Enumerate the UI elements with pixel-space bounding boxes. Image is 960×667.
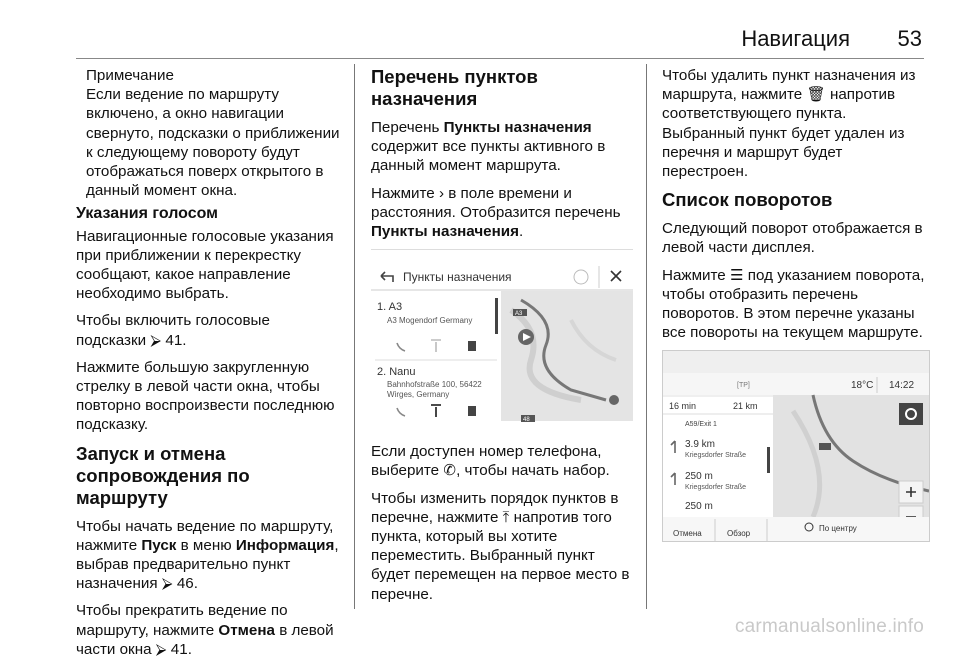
screen-title: Пункты назначения [403,270,512,285]
temperature: 18°C [851,380,874,392]
turn-street[interactable]: Kriegsdorfer Straße [685,484,747,492]
road-label: 48 [523,417,530,424]
note-text: Если ведение по маршруту включено, а окно навигации свернуто, подсказки о приближении к следующему повороту будут отображаться поверх открытого в данный момент окна. [86,86,340,200]
center-button[interactable]: По центру [819,524,857,534]
turn-list-screenshot [662,350,930,542]
remove-paragraph: Чтобы удалить пункт назначения из маршрута, нажмите 🗑 напротив соответствующего пункта. Выбранный пункт будет удален из перечня и маршрут будет перестроен. [662,67,916,181]
launch-paragraph-1: Чтобы начать ведение по маршруту, нажмите Пуск в меню Информация, выбрав предварительно пункт назначения ⮚ 46. [76,517,339,593]
dest-2-address-2: Wirges, Germany [387,390,450,400]
dest-1-name[interactable]: 1. A3 [377,301,403,314]
trip-duration: 16 min [669,401,697,412]
turn-list-paragraph-1: Следующий поворот отображается в левой части дисплея. [662,220,923,257]
page-ref[interactable]: 41. [165,331,187,349]
list-scrollbar[interactable] [767,447,770,473]
page-number: 53 [897,26,922,51]
trip-distance[interactable]: 21 km [733,401,758,412]
section-title: Навигация [741,26,850,51]
dest-2-name[interactable]: 2. Nanu [377,366,416,379]
turn-distance: 250 m [685,471,713,483]
settings-button[interactable] [899,403,923,425]
turn-distance: 3.9 km [685,439,716,451]
turn-list-heading: Список поворотов [662,189,833,211]
chevron-right-icon: › [438,184,445,202]
clock: 14:22 [889,380,915,392]
page-ref-icon: ⮚ [150,331,162,349]
destinations-paragraph-2: Нажмите › в поле времени и расстояния. Отобразится перечень Пункты назначения. [371,184,621,241]
column-divider-2 [646,64,647,609]
page-ref[interactable]: 41. [170,640,192,658]
turn-distance: 250 m [685,501,713,513]
dest-1-address: A3 Mogendorf Germany [387,316,473,326]
destinations-paragraph-4: Чтобы изменить порядок пунктов в перечне, нажмите ⤒ напротив того пункта, который вы хотите переместить. Выбранный пункт будет перемещен на первое место в перечне. [371,489,630,603]
header-divider [76,58,924,59]
page-ref[interactable]: 46. [176,575,198,593]
column-3 [662,66,928,552]
note-label: Примечание [86,67,174,84]
note-box [76,66,340,200]
destinations-screen-svg [371,250,633,432]
destinations-screenshot [371,249,633,432]
voice-paragraph-3: Нажмите большую закругленную стрелку в левой части окна, чтобы повторно воспроизвести последнюю подсказку. [76,358,335,434]
list-icon: ☰ [729,266,744,284]
turn-street[interactable]: Kriegsdorfer Straße [685,452,747,460]
cancel-button[interactable]: Отмена [673,529,702,539]
voice-paragraph-2: Чтобы включить голосовые подсказки ⮚ 41. [76,312,270,349]
page-ref-icon: ⮚ [155,640,167,658]
trash-icon: 🗑 [806,86,826,104]
list-scrollbar[interactable] [495,298,498,334]
turn-list-paragraph-2: Нажмите ☰ под указанием поворота, чтобы отобразить перечень поворотов. В этом перечне указаны все повороты на текущем маршруте. [662,266,925,342]
tp-indicator: [TP] [737,382,750,390]
column-1 [76,66,340,667]
road-label: A3 [515,311,523,318]
dest-2-address-1: Bahnhofstraße 100, 56422 [387,380,482,390]
destinations-paragraph-3: Если доступен номер телефона, выберите ✆, чтобы начать набор. [371,443,610,480]
launch-paragraph-2: Чтобы прекратить ведение по маршруту, нажмите Отмена в левой части окна ⮚ 41. [76,602,334,658]
destinations-paragraph-1: Перечень Пункты назначения содержит все пункты активного в данный момент маршрута. [371,119,606,175]
voice-heading: Указания голосом [76,205,219,223]
destination-marker-icon [609,395,619,405]
page-header [0,26,960,56]
column-2 [371,66,633,612]
voice-paragraph-1: Навигационные голосовые указания при приближении к перекрестку сообщают, какое направление необходимо выбрать. [76,227,334,303]
trash-icon[interactable] [468,341,476,351]
page-ref-icon: ⮚ [161,575,173,593]
watermark: carmanualsonline.info [734,616,924,637]
destinations-heading: Перечень пунктов назначения [371,66,538,109]
trash-icon[interactable] [468,406,476,416]
launch-heading: Запуск и отмена сопровождения по маршруту [76,442,250,508]
turn-item[interactable]: A59/Exit 1 [685,421,717,429]
overview-button[interactable]: Обзор [727,529,751,539]
column-divider-1 [354,64,355,609]
move-to-top-icon: ⤒ [502,508,510,526]
turn-list-screen-svg [663,351,929,541]
phone-icon: ✆ [443,462,457,480]
